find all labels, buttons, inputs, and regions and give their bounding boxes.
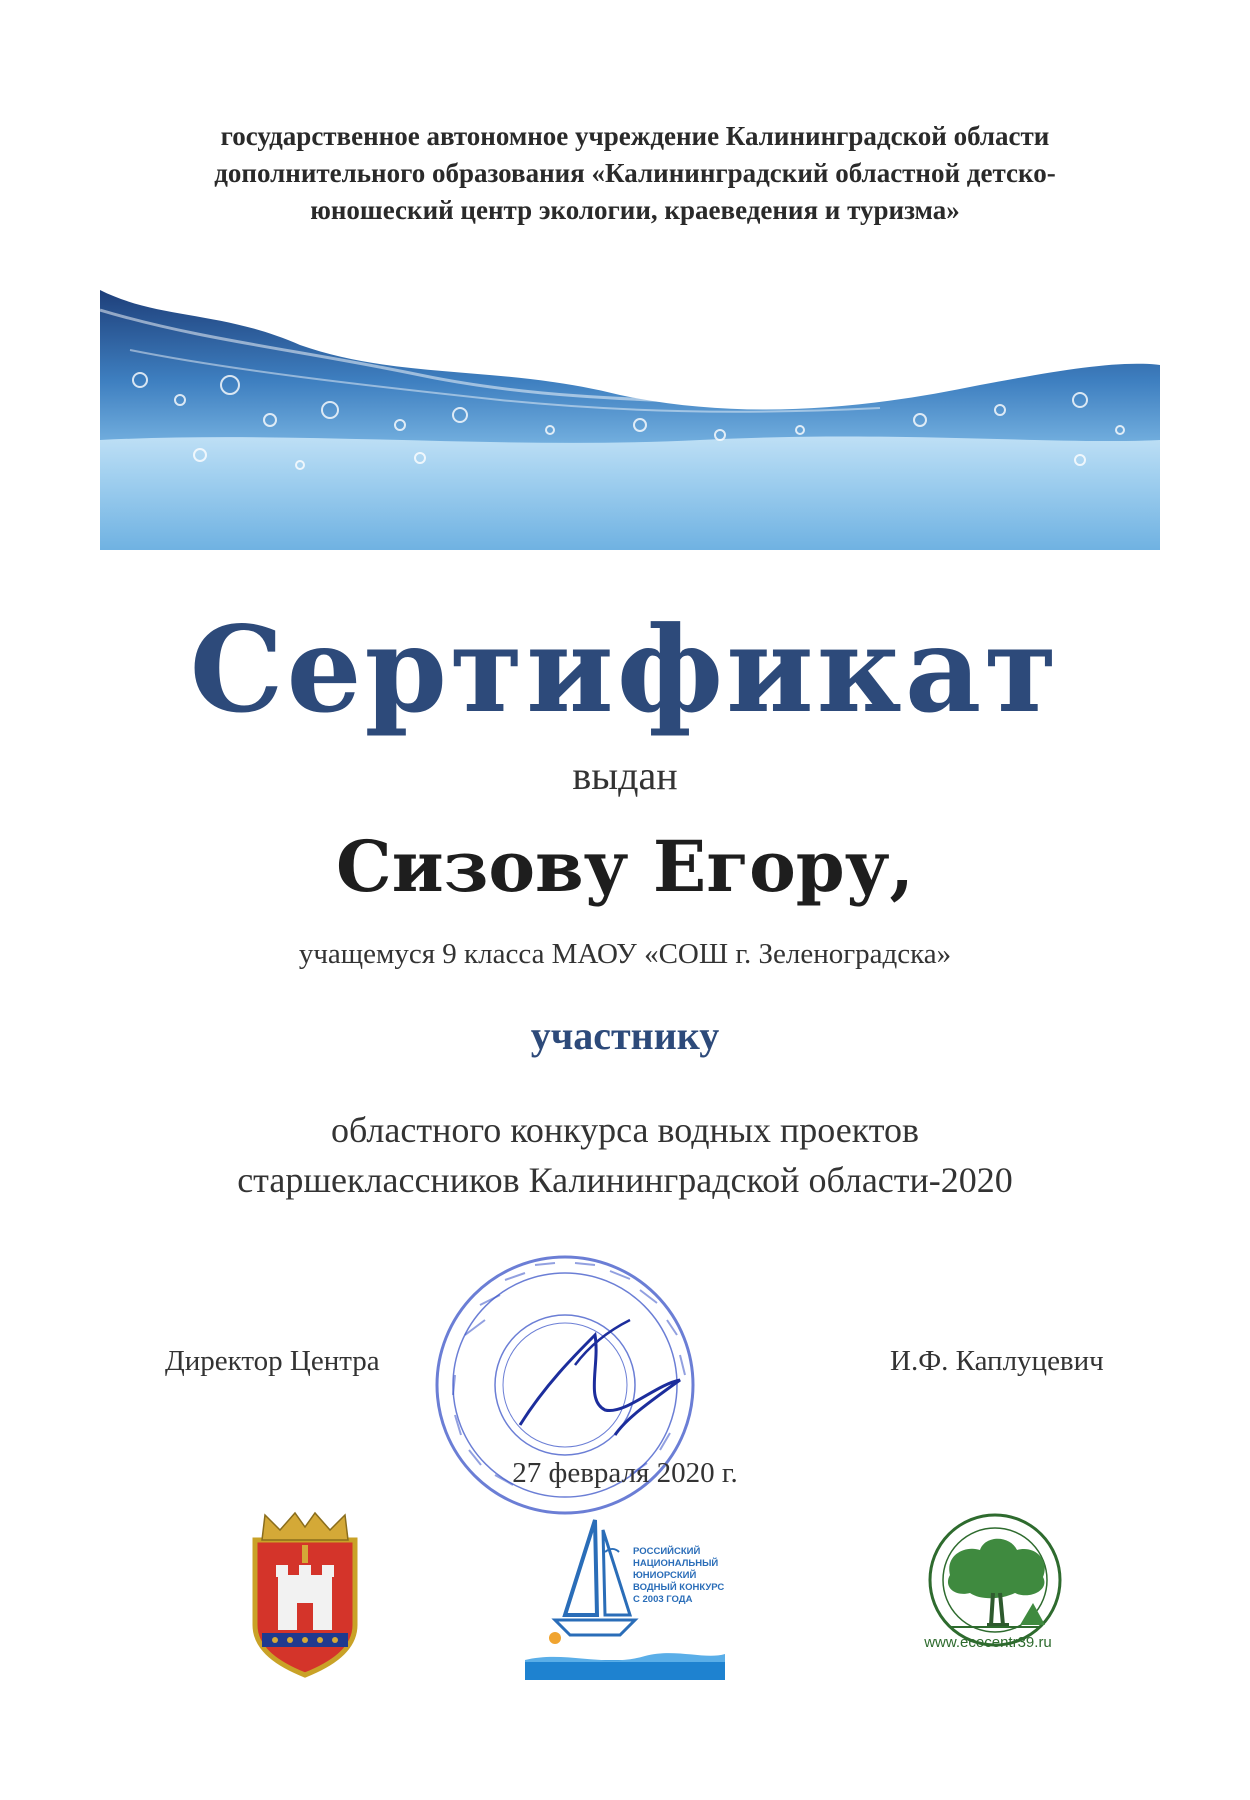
- signer-name: И.Ф. Каплуцевич: [890, 1345, 1104, 1377]
- contest-logo-line: ЮНИОРСКИЙ: [633, 1570, 697, 1581]
- contest-logo-line: С 2003 ГОДА: [633, 1594, 693, 1605]
- contest-line: старшеклассников Калининградской области-2020: [237, 1160, 1013, 1200]
- issuer-line: юношеский центр экологии, краеведения и туризма»: [310, 195, 960, 225]
- recipient-name: Сизову Егору,: [336, 825, 914, 908]
- contest-logo-text: [633, 1546, 725, 1606]
- signer-position: Директор Центра: [165, 1345, 380, 1377]
- water-contest-logo: [525, 1510, 725, 1680]
- participant-role: участнику: [530, 1013, 720, 1058]
- water-wave-image: [100, 290, 1160, 550]
- student-info: учащемуся 9 класса МАОУ «СОШ г. Зеленоградска»: [298, 938, 952, 970]
- issued-label: выдан: [572, 753, 678, 798]
- coat-of-arms-logo: [240, 1505, 370, 1680]
- contest-description: [0, 1105, 1250, 1205]
- ecocenter-website: www.ecocentr39.ru: [924, 1634, 1052, 1651]
- certificate-title: Сертификат: [189, 600, 1061, 739]
- issuer-header: [150, 118, 1120, 229]
- issue-date: 27 февраля 2020 г.: [512, 1457, 738, 1489]
- contest-logo-line: ВОДНЫЙ КОНКУРС: [633, 1582, 725, 1593]
- contest-logo-line: НАЦИОНАЛЬНЫЙ: [633, 1558, 719, 1569]
- contest-line: областного конкурса водных проектов: [331, 1110, 919, 1150]
- ecocenter-logo: [905, 1505, 1085, 1685]
- issuer-line: дополнительного образования «Калининградский областной детско-: [214, 158, 1056, 188]
- contest-logo-line: РОССИЙСКИЙ: [633, 1546, 701, 1557]
- issuer-line: государственное автономное учреждение Калининградской области: [220, 121, 1050, 151]
